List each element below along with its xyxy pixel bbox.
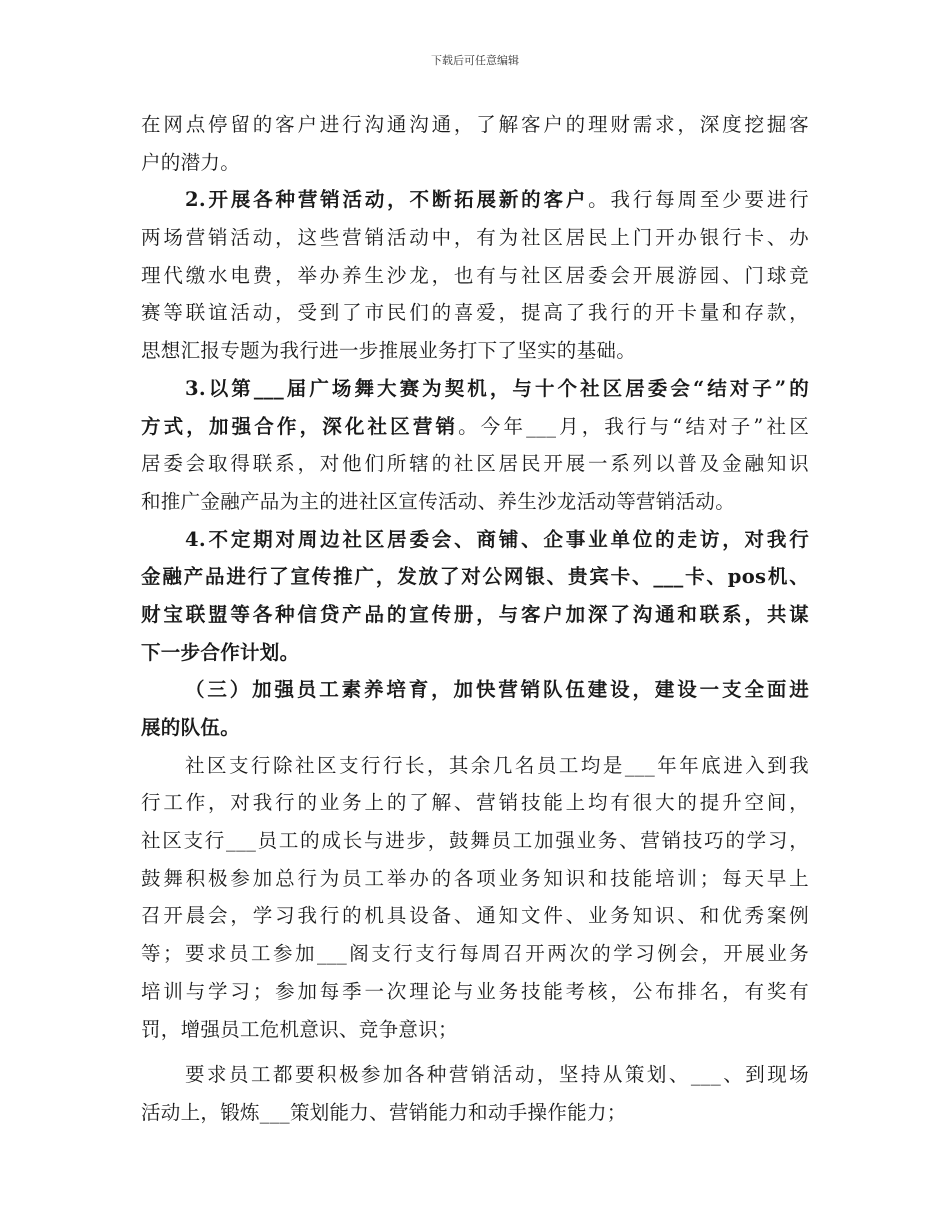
page-header: 下载后可任意编辑 — [431, 54, 519, 67]
line-text: 鼓舞积极参加总行为员工举办的各项业务知识和技能培训；每天早上 — [141, 866, 809, 890]
line-text: 罚，增强员工危机意识、竞争意识； — [141, 1017, 458, 1041]
line-text: 社区支行除社区支行行长，其余几名员工均是___年年底进入到我 — [185, 753, 809, 777]
text-line — [141, 671, 809, 709]
text-line — [141, 483, 809, 521]
line-text: 思想汇报专题为我行进一步推展业务打下了坚实的基础。 — [141, 339, 637, 363]
text-line — [141, 294, 809, 332]
text-line — [141, 822, 809, 860]
line-text: 户的潜力。 — [141, 150, 241, 174]
text-line — [141, 144, 809, 182]
line-text: 理代缴水电费，举办养生沙龙，也有与社区居委会开展游园、门球竞 — [141, 263, 809, 287]
text-line — [141, 521, 809, 559]
text-line — [141, 558, 809, 596]
text-line — [141, 935, 809, 973]
line-text: 行工作，对我行的业务上的了解、营销技能上均有很大的提升空间， — [141, 791, 809, 815]
text-line — [141, 709, 809, 747]
line-text: 社区支行___员工的成长与进步，鼓舞员工加强业务、营销技巧的学习， — [141, 829, 809, 853]
line-text: 在网点停留的客户进行沟通沟通，了解客户的理财需求，深度挖掘客 — [141, 113, 809, 136]
line-text: 下一步合作计划。 — [141, 640, 300, 664]
line-text: 要求员工都要积极参加各种营销活动，坚持从策划、___、到现场 — [185, 1063, 809, 1087]
line-text: 展的队伍。 — [141, 716, 241, 739]
text-line — [141, 370, 809, 408]
line-text: 两场营销活动，这些营销活动中，有为社区居民上门开办银行卡、办 — [141, 226, 809, 250]
document-body — [141, 106, 809, 1132]
line-text: 。今年___月，我行与“结对子”社区 — [458, 414, 809, 438]
text-line — [141, 784, 809, 822]
text-line — [141, 860, 809, 898]
line-text: 等；要求员工参加___阁支行支行每周召开两次的学习例会，开展业务 — [141, 942, 809, 966]
text-line — [141, 219, 809, 257]
line-text: 召开晨会，学习我行的机具设备、通知文件、业务知识、和优秀案例 — [141, 904, 809, 928]
paragraph-gap — [141, 1048, 809, 1056]
text-line — [141, 747, 809, 785]
text-line — [141, 445, 809, 483]
text-line — [141, 897, 809, 935]
line-text: 培训与学习；参加每季一次理论与业务技能考核，公布排名，有奖有 — [141, 979, 809, 1003]
text-line — [141, 634, 809, 672]
line-text: 赛等联谊活动，受到了市民们的喜爱，提高了我行的开卡量和存款， — [141, 301, 809, 325]
text-line — [141, 181, 809, 219]
line-text: 金融产品进行了宣传推广，发放了对公网银、贵宾卡、___卡、pos机、 — [141, 565, 809, 589]
line-text: 居委会取得联系，对他们所辖的社区居民开展一系列以普及金融知识 — [141, 452, 809, 476]
text-line — [141, 1094, 809, 1132]
text-line — [141, 257, 809, 295]
line-text: （三）加强员工素养培育，加快营销队伍建设，建设一支全面进 — [185, 678, 809, 702]
text-line — [141, 973, 809, 1011]
line-text: 财宝联盟等各种信贷产品的宣传册，与客户加深了沟通和联系，共谋 — [141, 602, 809, 626]
line-text: 4.不定期对周边社区居委会、商铺、企事业单位的走访，对我行 — [185, 527, 809, 551]
bold-lead-text: 方式，加强合作，深化社区营销 — [141, 414, 459, 438]
line-text: 3.以第___届广场舞大赛为契机，与十个社区居委会“结对子”的 — [185, 376, 809, 400]
text-line — [141, 408, 809, 446]
line-text: 和推广金融产品为主的进社区宣传活动、养生沙龙活动等营销活动。 — [141, 489, 736, 513]
text-line — [141, 1056, 809, 1094]
text-line — [141, 106, 809, 144]
text-line — [141, 332, 809, 370]
line-text: 。我行每周至少要进行 — [588, 188, 809, 212]
bold-lead-text: 2.开展各种营销活动，不断拓展新的客户 — [185, 188, 589, 212]
text-line — [141, 596, 809, 634]
line-text: 活动上，锻炼___策划能力、营销能力和动手操作能力； — [141, 1100, 627, 1124]
text-line — [141, 1011, 809, 1049]
